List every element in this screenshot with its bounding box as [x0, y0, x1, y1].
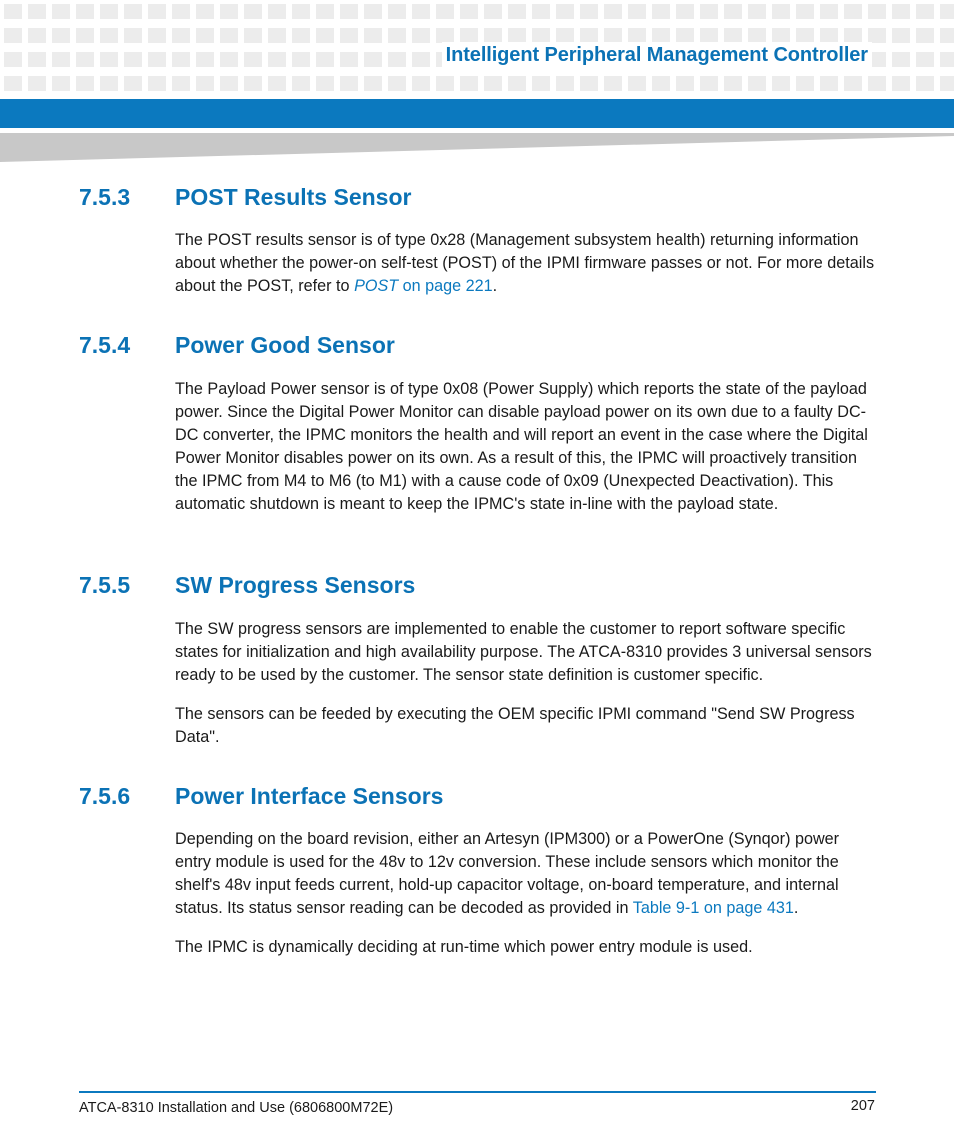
header-tile: [4, 76, 22, 91]
paragraph-end: .: [793, 899, 799, 917]
section-number: 7.5.6: [79, 783, 131, 809]
header-tile: [532, 76, 550, 91]
header-tile: [556, 4, 574, 19]
header-tile: [316, 4, 334, 19]
header-tile: [316, 52, 334, 67]
header-tile: [124, 76, 142, 91]
header-tile: [844, 76, 862, 91]
header-tile: [700, 4, 718, 19]
header-tile: [292, 4, 310, 19]
paragraph-text: Depending on the board revision, either an Artesyn (IPM300) or a PowerOne (Synqor) power entry module is used for the 48v to 12v conversion. These include sensors which monitor the shelf's 48v input feeds current, hold-up capacitor voltage, on-board temperature, and internal status. Its status sensor reading can be decoded as provided in: [175, 830, 840, 917]
header-tile: [604, 76, 622, 91]
header-tile: [292, 76, 310, 91]
header-tile: [748, 28, 766, 43]
header-tile: [100, 52, 118, 67]
section-heading-7-5-4: [79, 332, 395, 359]
header-tile: [484, 4, 502, 19]
header-tile: [268, 4, 286, 19]
header-tile: [724, 4, 742, 19]
header-tile: [772, 28, 790, 43]
header-tile: [892, 28, 910, 43]
header-tile: [340, 76, 358, 91]
header-tile: [940, 52, 954, 67]
header-tile: [4, 4, 22, 19]
header-tile: [628, 28, 646, 43]
header-tile: [724, 28, 742, 43]
header-tile: [844, 4, 862, 19]
header-tile: [76, 76, 94, 91]
header-tile: [28, 4, 46, 19]
section-number: 7.5.4: [79, 332, 131, 358]
paragraph-sw-progress-2: The sensors can be feeded by executing the OEM specific IPMI command "Send SW Progress Data".: [175, 705, 855, 746]
header-tile: [244, 4, 262, 19]
header-tile: [220, 4, 238, 19]
header-tile: [604, 4, 622, 19]
header-tile: [28, 28, 46, 43]
header-tile: [52, 52, 70, 67]
header-tile: [52, 4, 70, 19]
header-tile: [388, 4, 406, 19]
section-number: 7.5.5: [79, 572, 131, 598]
header-tile: [820, 4, 838, 19]
header-tile: [532, 4, 550, 19]
header-tile: [676, 4, 694, 19]
header-tile: [196, 76, 214, 91]
header-tile: [724, 76, 742, 91]
header-tile: [268, 52, 286, 67]
header-tile: [268, 76, 286, 91]
header-tile: [148, 76, 166, 91]
header-blue-band: [0, 99, 954, 128]
header-tile: [796, 76, 814, 91]
header-tile: [364, 52, 382, 67]
header-tile: [100, 76, 118, 91]
header-tile: [76, 28, 94, 43]
header-tile: [748, 76, 766, 91]
header-tile: [4, 28, 22, 43]
header-tile: [580, 4, 598, 19]
header-tile: [700, 28, 718, 43]
header-tile: [460, 76, 478, 91]
header-tile: [412, 52, 430, 67]
header-tile: [484, 76, 502, 91]
header-tile: [292, 52, 310, 67]
header-tile: [172, 76, 190, 91]
header-tile: [532, 28, 550, 43]
header-tile: [772, 4, 790, 19]
post-link-label: POST: [354, 277, 399, 295]
paragraph-post-results: [175, 229, 875, 298]
header-tile: [652, 4, 670, 19]
header-tile: [124, 52, 142, 67]
header-tile: [940, 4, 954, 19]
section-heading-7-5-6: [79, 783, 443, 810]
header-tile: [28, 52, 46, 67]
header-tile: [364, 4, 382, 19]
header-tile: [76, 52, 94, 67]
header-tile: [892, 52, 910, 67]
header-tile: [580, 28, 598, 43]
header-tile: [580, 76, 598, 91]
header-tile: [172, 28, 190, 43]
header-tile: [676, 28, 694, 43]
header-tile: [148, 52, 166, 67]
footer-rule: [79, 1091, 876, 1093]
header-tile: [196, 52, 214, 67]
header-tile: [748, 4, 766, 19]
paragraph-power-good: The Payload Power sensor is of type 0x08 (Power Supply) which reports the state of the payload power. Since the Digital Power Monitor can disable payload power on its own due to a faulty DC-DC converter, the IPMC monitors the health and will report an event in the case where the Digital Power Monitor disables power on its own. As a result of this, the IPMC will proactively transition the IPMC from M4 to M6 (to M1) with a cause code of 0x09 (Unexpected Deactivation). This automatic shutdown is meant to keep the IPMC's state in-line with the payload state.: [175, 380, 868, 513]
header-tile: [100, 28, 118, 43]
header-tile: [460, 28, 478, 43]
post-link[interactable]: [354, 277, 493, 295]
header-tile: [892, 76, 910, 91]
header-tile: [52, 28, 70, 43]
header-tile: [100, 4, 118, 19]
header-tile: [844, 28, 862, 43]
header-tile: [508, 28, 526, 43]
section-heading-7-5-3: [79, 184, 411, 211]
header-tile: [436, 28, 454, 43]
header-tile: [124, 28, 142, 43]
header-tile: [436, 76, 454, 91]
header-tile: [700, 76, 718, 91]
paragraph-power-interface-2: The IPMC is dynamically deciding at run-time which power entry module is used.: [175, 938, 753, 956]
post-link-page: on page 221: [398, 277, 493, 295]
header-tile: [196, 4, 214, 19]
header-tile: [916, 52, 934, 67]
table-9-1-link[interactable]: Table 9-1 on page 431: [632, 899, 794, 917]
header-tile: [676, 76, 694, 91]
section-title: Power Interface Sensors: [175, 783, 444, 809]
header-tile: [148, 4, 166, 19]
paragraph-power-interface-1: [175, 828, 875, 920]
header-tile: [916, 76, 934, 91]
header-tile: [556, 28, 574, 43]
section-heading-7-5-5: [79, 572, 415, 599]
header-tile: [868, 4, 886, 19]
header-tile: [196, 28, 214, 43]
section-title: SW Progress Sensors: [175, 572, 416, 598]
header-tile: [628, 4, 646, 19]
header-tile: [340, 4, 358, 19]
header-tile: [340, 52, 358, 67]
header-tile: [772, 76, 790, 91]
section-title: Power Good Sensor: [175, 332, 395, 358]
header-tile: [508, 4, 526, 19]
header-tile: [868, 28, 886, 43]
header-tile: [292, 28, 310, 43]
header-tile: [940, 28, 954, 43]
header-tile: [796, 4, 814, 19]
header-tile: [28, 76, 46, 91]
header-tile: [460, 4, 478, 19]
header-tile: [556, 76, 574, 91]
header-tile: [652, 28, 670, 43]
section-title: POST Results Sensor: [175, 184, 412, 210]
header-tile: [796, 28, 814, 43]
header-tile: [76, 4, 94, 19]
header-tile: [220, 52, 238, 67]
header-tile: [388, 52, 406, 67]
header-tile: [124, 4, 142, 19]
running-header-title: Intelligent Peripheral Management Controller: [442, 42, 872, 69]
header-tile: [388, 76, 406, 91]
paragraph-text: The POST results sensor is of type 0x28 (Management subsystem health) returning information about whether the power-on self-test (POST) of the IPMI firmware passes or not. For more details about the POST, refer to: [175, 231, 875, 295]
header-tile: [172, 52, 190, 67]
header-tile: [412, 28, 430, 43]
header-tile: [820, 76, 838, 91]
header-gray-wedge: [0, 128, 954, 164]
header-tile: [316, 76, 334, 91]
header-tile: [316, 28, 334, 43]
header-tile: [892, 4, 910, 19]
header-tile: [364, 76, 382, 91]
header-tile: [52, 76, 70, 91]
header-tile: [868, 76, 886, 91]
header-tile: [4, 52, 22, 67]
header-tile: [244, 28, 262, 43]
header-tile: [604, 28, 622, 43]
header-tile: [820, 28, 838, 43]
header-tile: [148, 28, 166, 43]
header-tile: [628, 76, 646, 91]
footer-document-title: ATCA-8310 Installation and Use (6806800M72E): [79, 1100, 394, 1116]
paragraph-end: .: [492, 277, 498, 295]
header-tile: [220, 28, 238, 43]
paragraph-sw-progress-1: The SW progress sensors are implemented to enable the customer to report software specific states for initialization and high availability purpose. The ATCA-8310 provides 3 universal sensors ready to be used by the customer. The sensor state definition is customer specific.: [175, 620, 872, 684]
footer-page-number: 207: [850, 1098, 875, 1114]
header-tile: [508, 76, 526, 91]
header-tile: [220, 76, 238, 91]
header-tile: [388, 28, 406, 43]
header-tile: [652, 76, 670, 91]
header-tile: [244, 52, 262, 67]
header-tile: [340, 28, 358, 43]
header-tile: [916, 4, 934, 19]
header-tile: [268, 28, 286, 43]
header-tile: [172, 4, 190, 19]
header-tile: [436, 4, 454, 19]
header-tile: [412, 4, 430, 19]
header-tile: [916, 28, 934, 43]
header-tile: [244, 76, 262, 91]
header-tile: [940, 76, 954, 91]
header-tile: [484, 28, 502, 43]
header-tile: [412, 76, 430, 91]
header-tile: [364, 28, 382, 43]
section-number: 7.5.3: [79, 184, 131, 210]
